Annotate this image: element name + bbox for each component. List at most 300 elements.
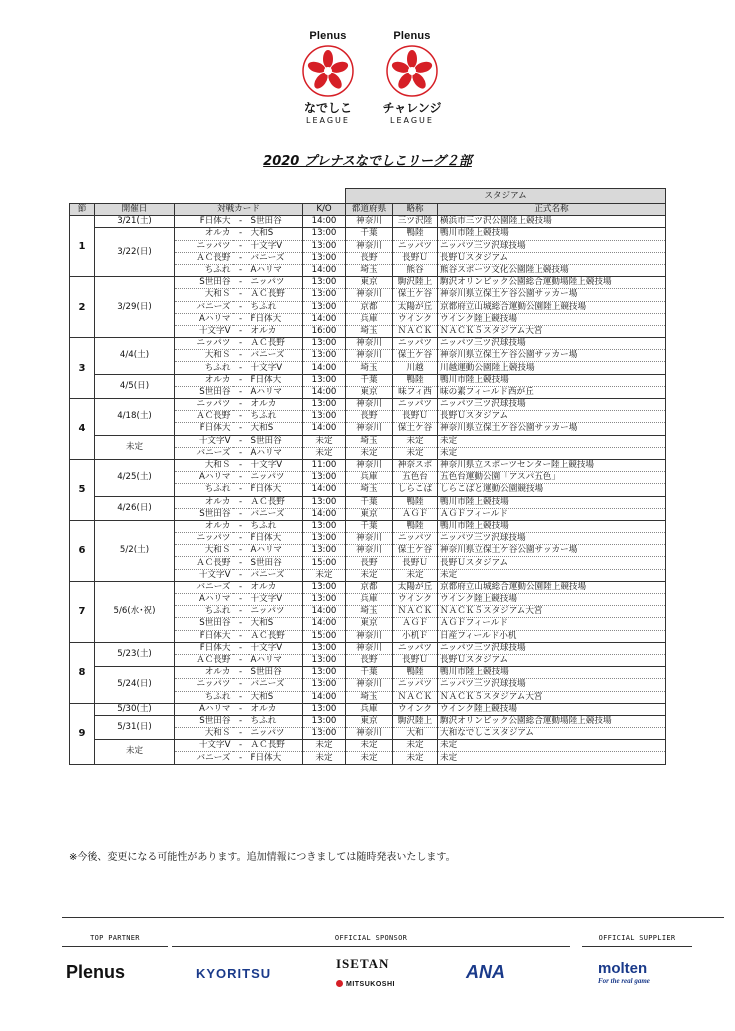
stadium-name: 鴨川市陸上競技場 <box>438 228 666 240</box>
kickoff-time: 14:00 <box>303 313 346 325</box>
stadium-name: 未定 <box>438 435 666 447</box>
versus-dash: - <box>233 362 249 374</box>
kickoff-time: 13:00 <box>303 411 346 423</box>
away-team: ＡＣ長野 <box>249 630 303 642</box>
away-team: ちふれ <box>249 715 303 727</box>
page-title-text: 2020 プレナスなでしこリーグ２部 <box>263 154 472 169</box>
stadium-abbr: 五色台 <box>393 472 438 484</box>
home-team: ＡＣ長野 <box>175 654 233 666</box>
kickoff-time: 13:00 <box>303 374 346 386</box>
official-sponsor-label: OFFICIAL SPONSOR <box>172 934 570 947</box>
home-team: F日体大 <box>175 216 233 228</box>
stadium-abbr: ＮＡＣＫ <box>393 325 438 337</box>
home-team: オルカ <box>175 374 233 386</box>
versus-dash: - <box>233 533 249 545</box>
match-date: 3/21(土) <box>95 216 175 228</box>
header-matchup: 対戦カード <box>175 204 303 216</box>
table-row <box>70 520 666 532</box>
stadium-abbr: 駒沢陸上 <box>393 277 438 289</box>
kickoff-time: 14:00 <box>303 264 346 276</box>
match-date: 4/5(日) <box>95 374 175 398</box>
header-pref: 都道府県 <box>346 204 393 216</box>
stadium-abbr: ウインク <box>393 703 438 715</box>
versus-dash: - <box>233 569 249 581</box>
round-number: 2 <box>70 277 95 338</box>
prefecture: 埼玉 <box>346 325 393 337</box>
stadium-name: 神奈川県立保土ケ谷公園サッカー場 <box>438 423 666 435</box>
stadium-abbr: ＮＡＣＫ <box>393 691 438 703</box>
stadium-name: ウインク陸上競技場 <box>438 703 666 715</box>
home-team: オルカ <box>175 496 233 508</box>
stadium-name: ニッパツ三ツ沢球技場 <box>438 533 666 545</box>
header-round: 節 <box>70 204 95 216</box>
stadium-abbr: 長野Ｕ <box>393 411 438 423</box>
away-team: Aハリマ <box>249 264 303 276</box>
stadium-name: ＡＧＦフィールド <box>438 618 666 630</box>
stadium-abbr: ニッパツ <box>393 533 438 545</box>
versus-dash: - <box>233 630 249 642</box>
away-team: オルカ <box>249 703 303 715</box>
table-row <box>70 374 666 386</box>
kickoff-time: 13:00 <box>303 228 346 240</box>
stadium-name: 長野Ｕスタジアム <box>438 557 666 569</box>
stadium-abbr: 保土ケ谷 <box>393 350 438 362</box>
versus-dash: - <box>233 277 249 289</box>
prefecture: 神奈川 <box>346 533 393 545</box>
footer-divider <box>62 917 724 918</box>
match-date: 4/18(土) <box>95 399 175 436</box>
kickoff-time: 13:00 <box>303 654 346 666</box>
stadium-name: 京都府立山城総合運動公園陸上競技場 <box>438 301 666 313</box>
stadium-abbr: 鴨陸 <box>393 667 438 679</box>
header-row <box>70 204 666 216</box>
versus-dash: - <box>233 338 249 350</box>
stadium-abbr: 保土ケ谷 <box>393 423 438 435</box>
match-date: 3/22(日) <box>95 228 175 277</box>
kickoff-time: 14:00 <box>303 691 346 703</box>
table-row <box>70 399 666 411</box>
home-team: バニーズ <box>175 581 233 593</box>
round-number: 3 <box>70 338 95 399</box>
stadium-abbr: 鴨陸 <box>393 520 438 532</box>
away-team: S世田谷 <box>249 667 303 679</box>
away-team: バニーズ <box>249 252 303 264</box>
match-date: 5/23(土) <box>95 642 175 666</box>
home-team: Aハリマ <box>175 472 233 484</box>
header-venue: 正式名称 <box>438 204 666 216</box>
prefecture: 兵庫 <box>346 703 393 715</box>
stadium-abbr: 長野Ｕ <box>393 252 438 264</box>
kickoff-time: 13:00 <box>303 667 346 679</box>
home-team: オルカ <box>175 520 233 532</box>
table-row <box>70 703 666 715</box>
prefecture: 神奈川 <box>346 350 393 362</box>
away-team: F日体大 <box>249 484 303 496</box>
stadium-abbr: 駒沢陸上 <box>393 715 438 727</box>
away-team: バニーズ <box>249 679 303 691</box>
prefecture: 長野 <box>346 654 393 666</box>
away-team: 十文字V <box>249 240 303 252</box>
stadium-name: 大和なでしこスタジアム <box>438 728 666 740</box>
stadium-abbr: 鴨陸 <box>393 228 438 240</box>
kickoff-time: 13:00 <box>303 240 346 252</box>
home-team: 十文字V <box>175 569 233 581</box>
kickoff-time: 13:00 <box>303 679 346 691</box>
home-team: F日体大 <box>175 642 233 654</box>
ana-logo: ANA <box>466 962 505 982</box>
schedule-table <box>69 188 666 765</box>
away-team: バニーズ <box>249 350 303 362</box>
table-row <box>70 740 666 752</box>
kickoff-time: 14:00 <box>303 362 346 374</box>
home-team: Aハリマ <box>175 313 233 325</box>
versus-dash: - <box>233 654 249 666</box>
home-team: 十文字V <box>175 325 233 337</box>
prefecture: 埼玉 <box>346 484 393 496</box>
challenge-league-logo <box>380 30 444 125</box>
stadium-abbr: ニッパツ <box>393 338 438 350</box>
away-team: F日体大 <box>249 533 303 545</box>
prefecture: 埼玉 <box>346 264 393 276</box>
match-date: 5/6(水･祝) <box>95 581 175 642</box>
home-team: S世田谷 <box>175 715 233 727</box>
versus-dash: - <box>233 301 249 313</box>
stadium-abbr: 鴨陸 <box>393 374 438 386</box>
flower-emblem-icon <box>385 44 439 98</box>
versus-dash: - <box>233 216 249 228</box>
stadium-name: 未定 <box>438 569 666 581</box>
home-team: ニッパツ <box>175 679 233 691</box>
versus-dash: - <box>233 399 249 411</box>
stadium-name: ＮＡＣＫ５スタジアム大宮 <box>438 325 666 337</box>
versus-dash: - <box>233 496 249 508</box>
home-team: ニッパツ <box>175 399 233 411</box>
kickoff-time: 未定 <box>303 447 346 459</box>
stadium-abbr: 未定 <box>393 447 438 459</box>
versus-dash: - <box>233 472 249 484</box>
prefecture: 東京 <box>346 508 393 520</box>
prefecture: 神奈川 <box>346 338 393 350</box>
round-number: 4 <box>70 399 95 460</box>
kickoff-time: 14:00 <box>303 386 346 398</box>
stadium-abbr: ＮＡＣＫ <box>393 606 438 618</box>
away-team: ちふれ <box>249 411 303 423</box>
stadium-abbr: 保土ケ谷 <box>393 289 438 301</box>
stadium-abbr: ニッパツ <box>393 642 438 654</box>
stadium-name: 鴨川市陸上競技場 <box>438 374 666 386</box>
prefecture: 神奈川 <box>346 545 393 557</box>
versus-dash: - <box>233 350 249 362</box>
versus-dash: - <box>233 557 249 569</box>
home-team: ニッパツ <box>175 240 233 252</box>
stadium-abbr: 神奈スポ <box>393 459 438 471</box>
kickoff-time: 14:00 <box>303 484 346 496</box>
away-team: 十文字V <box>249 594 303 606</box>
match-date: 3/29(日) <box>95 277 175 338</box>
stadium-name: ウインク陸上競技場 <box>438 313 666 325</box>
home-team: 大和Ｓ <box>175 459 233 471</box>
versus-dash: - <box>233 618 249 630</box>
match-date: 5/24(日) <box>95 667 175 704</box>
round-number: 7 <box>70 581 95 642</box>
home-team: ちふれ <box>175 264 233 276</box>
prefecture: 京都 <box>346 301 393 313</box>
stadium-abbr: 未定 <box>393 752 438 764</box>
kickoff-time: 14:00 <box>303 508 346 520</box>
versus-dash: - <box>233 715 249 727</box>
away-team: Aハリマ <box>249 447 303 459</box>
prefecture: 神奈川 <box>346 216 393 228</box>
table-row <box>70 642 666 654</box>
stadium-name: 川越運動公園陸上競技場 <box>438 362 666 374</box>
match-date: 5/31(日) <box>95 715 175 739</box>
prefecture: 東京 <box>346 715 393 727</box>
prefecture: 神奈川 <box>346 679 393 691</box>
logo-league: LEAGUE <box>390 116 434 125</box>
table-row <box>70 435 666 447</box>
logo-jp: なでしこ <box>303 101 352 115</box>
footnote: ※今後、変更になる可能性があります。追加情報につきましては随時発表いたします。 <box>69 852 456 863</box>
kickoff-time: 14:00 <box>303 618 346 630</box>
prefecture: 東京 <box>346 277 393 289</box>
round-number: 9 <box>70 703 95 764</box>
prefecture: 兵庫 <box>346 313 393 325</box>
table-row <box>70 715 666 727</box>
kickoff-time: 未定 <box>303 569 346 581</box>
versus-dash: - <box>233 728 249 740</box>
header-row-group <box>70 189 666 204</box>
prefecture: 千葉 <box>346 228 393 240</box>
kickoff-time: 16:00 <box>303 325 346 337</box>
prefecture: 埼玉 <box>346 435 393 447</box>
top-partner-label: TOP PARTNER <box>62 934 168 947</box>
prefecture: 神奈川 <box>346 240 393 252</box>
stadium-name: 未定 <box>438 740 666 752</box>
versus-dash: - <box>233 411 249 423</box>
plenus-logo: Plenus <box>66 962 126 982</box>
prefecture: 兵庫 <box>346 594 393 606</box>
stadium-abbr: 小机Ｆ <box>393 630 438 642</box>
molten-logo: molten <box>598 960 648 977</box>
kickoff-time: 13:00 <box>303 252 346 264</box>
kickoff-time: 14:00 <box>303 423 346 435</box>
isetan-logo: ISETAN <box>336 956 390 971</box>
round-number: 1 <box>70 216 95 277</box>
kyoritsu-logo: KYORITSU <box>196 966 272 981</box>
home-team: オルカ <box>175 667 233 679</box>
table-row <box>70 581 666 593</box>
versus-dash: - <box>233 642 249 654</box>
away-team: バニーズ <box>249 569 303 581</box>
kickoff-time: 13:00 <box>303 301 346 313</box>
away-team: 大和S <box>249 691 303 703</box>
kickoff-time: 13:00 <box>303 472 346 484</box>
away-team: ＡＣ長野 <box>249 289 303 301</box>
stadium-name: 駒沢オリンピック公園総合運動場陸上競技場 <box>438 277 666 289</box>
away-team: 大和S <box>249 618 303 630</box>
round-number: 8 <box>70 642 95 703</box>
versus-dash: - <box>233 374 249 386</box>
table-row <box>70 496 666 508</box>
prefecture: 神奈川 <box>346 399 393 411</box>
stadium-name: ニッパツ三ツ沢球技場 <box>438 338 666 350</box>
prefecture: 長野 <box>346 411 393 423</box>
stadium-name: 鴨川市陸上競技場 <box>438 667 666 679</box>
match-date: 5/2(土) <box>95 520 175 581</box>
prefecture: 千葉 <box>346 667 393 679</box>
stadium-abbr: 熊谷 <box>393 264 438 276</box>
home-team: ちふれ <box>175 691 233 703</box>
prefecture: 未定 <box>346 569 393 581</box>
kickoff-time: 15:00 <box>303 630 346 642</box>
stadium-name: ニッパツ三ツ沢球技場 <box>438 240 666 252</box>
stadium-abbr: 太陽が丘 <box>393 581 438 593</box>
page-title <box>0 150 735 169</box>
stadium-name: 神奈川県立保土ケ谷公園サッカー場 <box>438 289 666 301</box>
stadium-name: 長野Ｕスタジアム <box>438 654 666 666</box>
home-team: F日体大 <box>175 423 233 435</box>
prefecture: 神奈川 <box>346 423 393 435</box>
kickoff-time: 13:00 <box>303 277 346 289</box>
stadium-abbr: ニッパツ <box>393 240 438 252</box>
home-team: 十文字V <box>175 740 233 752</box>
round-number: 5 <box>70 459 95 520</box>
prefecture: 埼玉 <box>346 691 393 703</box>
prefecture: 神奈川 <box>346 630 393 642</box>
stadium-abbr: 鴨陸 <box>393 496 438 508</box>
versus-dash: - <box>233 508 249 520</box>
match-date: 未定 <box>95 435 175 459</box>
match-date: 5/30(土) <box>95 703 175 715</box>
home-team: ちふれ <box>175 362 233 374</box>
home-team: ニッパツ <box>175 338 233 350</box>
stadium-name: 五色台運動公園「アスパ五色」 <box>438 472 666 484</box>
match-date: 4/25(土) <box>95 459 175 496</box>
stadium-abbr: 未定 <box>393 740 438 752</box>
stadium-name: 神奈川県立保土ケ谷公園サッカー場 <box>438 350 666 362</box>
home-team: 大和Ｓ <box>175 289 233 301</box>
kickoff-time: 13:00 <box>303 496 346 508</box>
table-row <box>70 277 666 289</box>
stadium-name: 鴨川市陸上競技場 <box>438 520 666 532</box>
versus-dash: - <box>233 264 249 276</box>
match-date: 4/4(土) <box>95 338 175 375</box>
away-team: バニーズ <box>249 508 303 520</box>
kickoff-time: 13:00 <box>303 728 346 740</box>
prefecture: 京都 <box>346 581 393 593</box>
home-team: ちふれ <box>175 484 233 496</box>
table-row <box>70 216 666 228</box>
header-stadium: スタジアム <box>346 189 666 204</box>
stadium-abbr: 未定 <box>393 435 438 447</box>
stadium-abbr: ウインク <box>393 313 438 325</box>
stadium-abbr: ＡＧＦ <box>393 508 438 520</box>
home-team: バニーズ <box>175 301 233 313</box>
kickoff-time: 未定 <box>303 435 346 447</box>
away-team: Aハリマ <box>249 386 303 398</box>
kickoff-time: 13:00 <box>303 520 346 532</box>
logo-league: LEAGUE <box>306 116 350 125</box>
kickoff-time: 13:00 <box>303 715 346 727</box>
home-team: 大和Ｓ <box>175 545 233 557</box>
header-ko: K/O <box>303 204 346 216</box>
versus-dash: - <box>233 752 249 764</box>
mitsukoshi-mark-icon <box>336 980 343 987</box>
versus-dash: - <box>233 667 249 679</box>
away-team: ＡＣ長野 <box>249 338 303 350</box>
away-team: S世田谷 <box>249 216 303 228</box>
prefecture: 東京 <box>346 386 393 398</box>
versus-dash: - <box>233 423 249 435</box>
kickoff-time: 13:00 <box>303 703 346 715</box>
away-team: ＡＣ長野 <box>249 496 303 508</box>
stadium-name: 長野Ｕスタジアム <box>438 411 666 423</box>
home-team: S世田谷 <box>175 277 233 289</box>
versus-dash: - <box>233 386 249 398</box>
away-team: Aハリマ <box>249 545 303 557</box>
stadium-abbr: 長野Ｕ <box>393 654 438 666</box>
nadeshiko-league-logo <box>296 30 360 125</box>
logo-jp: チャレンジ <box>382 101 442 115</box>
away-team: ニッパツ <box>249 728 303 740</box>
stadium-name: 横浜市三ツ沢公園陸上競技場 <box>438 216 666 228</box>
stadium-abbr: 三ツ沢陸 <box>393 216 438 228</box>
away-team: F日体大 <box>249 752 303 764</box>
away-team: F日体大 <box>249 374 303 386</box>
versus-dash: - <box>233 447 249 459</box>
versus-dash: - <box>233 240 249 252</box>
versus-dash: - <box>233 594 249 606</box>
logo-brand: Plenus <box>393 30 431 42</box>
home-team: S世田谷 <box>175 508 233 520</box>
stadium-name: ニッパツ三ツ沢球技場 <box>438 679 666 691</box>
stadium-name: 味の素フィールド西が丘 <box>438 386 666 398</box>
stadium-name: 駒沢オリンピック公園総合運動場陸上競技場 <box>438 715 666 727</box>
versus-dash: - <box>233 520 249 532</box>
home-team: S世田谷 <box>175 618 233 630</box>
kickoff-time: 11:00 <box>303 459 346 471</box>
home-team: 十文字V <box>175 435 233 447</box>
stadium-abbr: ウインク <box>393 594 438 606</box>
stadium-name: ＮＡＣＫ５スタジアム大宮 <box>438 691 666 703</box>
stadium-name: 京都府立山城総合運動公園陸上競技場 <box>438 581 666 593</box>
away-team: 十文字V <box>249 642 303 654</box>
home-team: バニーズ <box>175 752 233 764</box>
away-team: オルカ <box>249 325 303 337</box>
table-row <box>70 667 666 679</box>
away-team: ＡＣ長野 <box>249 740 303 752</box>
stadium-abbr: 大和 <box>393 728 438 740</box>
away-team: ニッパツ <box>249 606 303 618</box>
versus-dash: - <box>233 703 249 715</box>
away-team: F日体大 <box>249 313 303 325</box>
stadium-name: 未定 <box>438 752 666 764</box>
stadium-name: 神奈川県立スポーツセンター陸上競技場 <box>438 459 666 471</box>
kickoff-time: 13:00 <box>303 533 346 545</box>
prefecture: 神奈川 <box>346 289 393 301</box>
versus-dash: - <box>233 325 249 337</box>
kickoff-time: 15:00 <box>303 557 346 569</box>
away-team: ニッパツ <box>249 472 303 484</box>
away-team: 十文字V <box>249 362 303 374</box>
table-row <box>70 459 666 471</box>
away-team: オルカ <box>249 581 303 593</box>
header-abbr: 略称 <box>393 204 438 216</box>
official-supplier-label: OFFICIAL SUPPLIER <box>582 934 692 947</box>
prefecture: 長野 <box>346 557 393 569</box>
home-team: ＡＣ長野 <box>175 557 233 569</box>
prefecture: 神奈川 <box>346 459 393 471</box>
